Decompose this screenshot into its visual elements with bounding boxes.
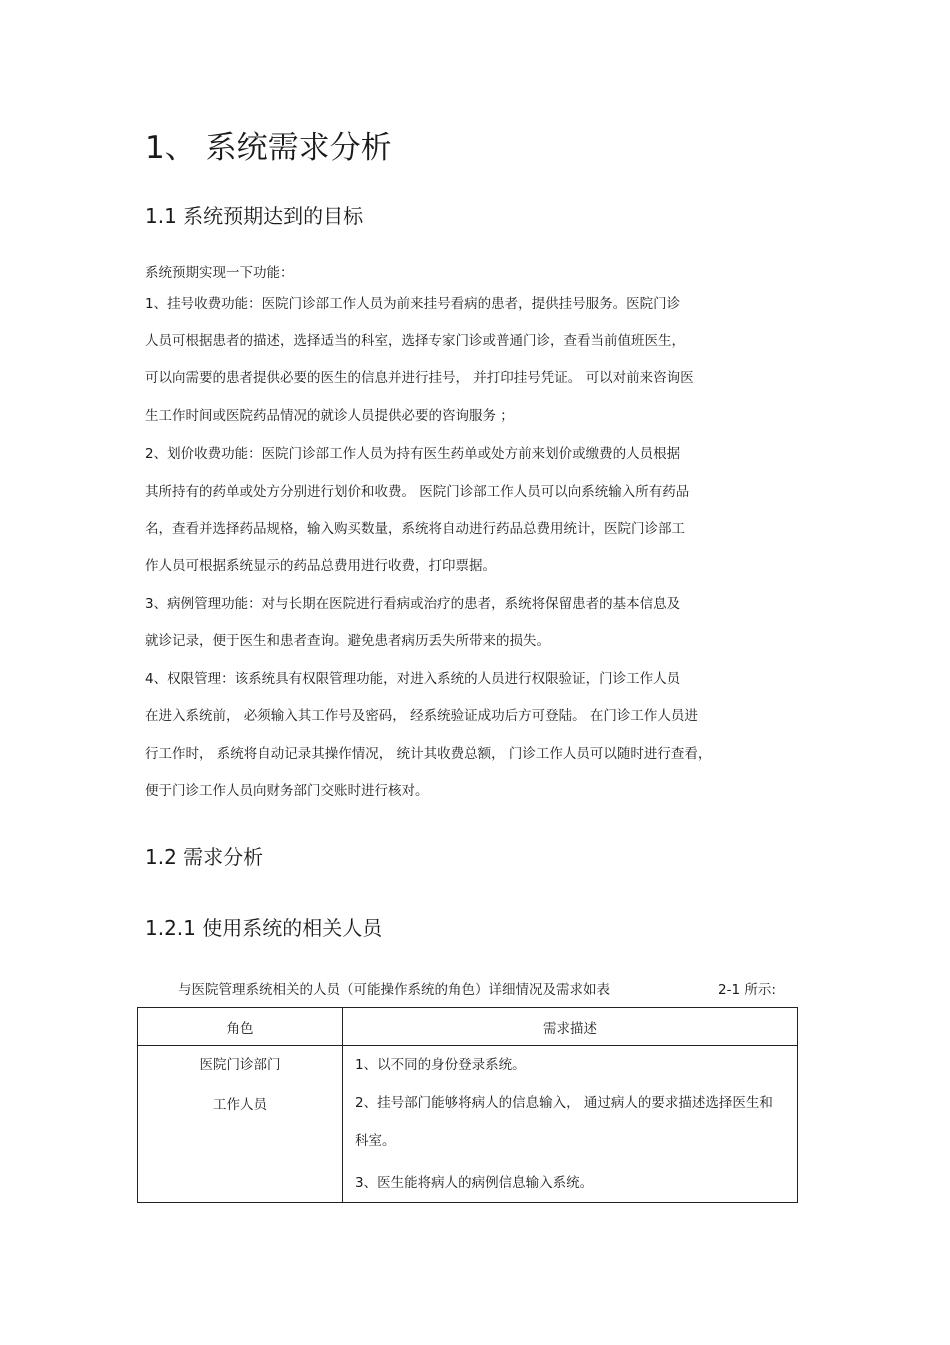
role-cell [138,1046,343,1203]
description-line: 2、挂号部门能够将病人的信息输入， 通过病人的要求描述选择医生和科室。 [355,1095,773,1149]
section-heading-1-2-1: 1.2.1 使用系统的相关人员 [145,916,383,940]
section-heading-1-2: 1.2 需求分析 [145,845,264,869]
section-heading-1: 1、 系统需求分析 [145,130,392,166]
description-line: 3、医生能将病人的病例信息输入系统。 [355,1175,594,1191]
body-line-5: 生工作时间或医院药品情况的就诊人员提供必要的咨询服务 ； [145,408,514,424]
body-line-7: 其所持有的药单或处方分别进行划价和收费。 医院门诊部工作人员可以向系统输入所有药品 [145,484,690,500]
description-cell [343,1046,798,1203]
body-line-11: 就诊记录，便于医生和患者查询。避免患者病历丢失所带来的损失。 [145,633,550,649]
header-description: 需求描述 [343,1008,798,1046]
body-line-13: 在进入系统前， 必须输入其工作号及密码， 经系统验证成功后方可登陆。 在门诊工作人员进 [145,708,698,724]
requirements-table [137,1007,798,1203]
table-header-row [138,1008,798,1046]
section-heading-1-1: 1.1 系统预期达到的目标 [145,204,364,228]
body-line-8: 名，查看并选择药品规格，输入购买数量，系统将自动进行药品总费用统计，医院门诊部工 [145,521,685,537]
body-line-12: 4、权限管理：该系统具有权限管理功能，对进入系统的人员进行权限验证，门诊工作人员 [145,671,681,687]
body-line-1: 系统预期实现一下功能： [145,265,294,281]
body-line-3: 人员可根据患者的描述，选择适当的科室，选择专家门诊或普通门诊，查看当前值班医生， [145,333,685,349]
body-line-6: 2、划价收费功能：医院门诊部工作人员为持有医生药单或处方前来划价或缴费的人员根据 [145,446,681,462]
body-line-9: 作人员可根据系统显示的药品总费用进行收费，打印票据。 [145,558,496,574]
table-caption: 与医院管理系统相关的人员（可能操作系统的角色）详细情况及需求如表 [178,982,610,998]
table-caption-ref: 2-1 所示: [718,982,776,998]
role-line: 医院门诊部门 [199,1057,281,1073]
header-role: 角色 [138,1008,343,1046]
body-line-10: 3、病例管理功能：对与长期在医院进行看病或治疗的患者，系统将保留患者的基本信息及 [145,596,681,612]
body-line-14: 行工作时， 系统将自动记录其操作情况， 统计其收费总额， 门诊工作人员可以随时进行查看， [145,746,712,762]
table-row [138,1046,798,1203]
body-line-4: 可以向需要的患者提供必要的医生的信息并进行挂号， 并打印挂号凭证。 可以对前来咨询医 [145,370,694,386]
description-line: 1、以不同的身份登录系统。 [355,1057,526,1073]
body-line-2: 1、挂号收费功能：医院门诊部工作人员为前来挂号看病的患者，提供挂号服务。医院门诊 [145,296,681,312]
body-line-15: 便于门诊工作人员向财务部门交账时进行核对。 [145,783,429,799]
role-line: 工作人员 [213,1097,267,1113]
